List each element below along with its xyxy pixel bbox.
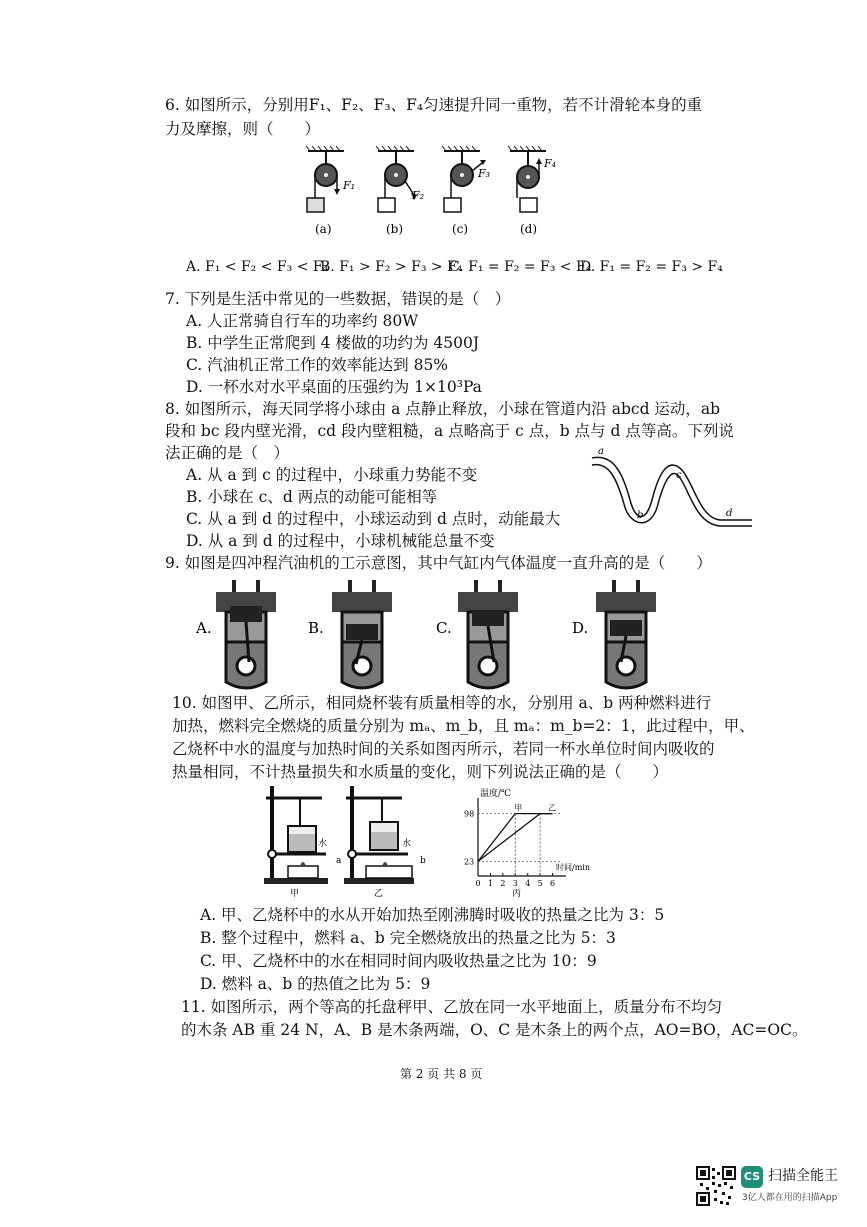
q6-stem-line2: 力及摩擦，则（ ）	[165, 120, 321, 138]
q8-option-b: B. 小球在 c、d 两点的动能可能相等	[186, 488, 438, 506]
q8-option-a: A. 从 a 到 c 的过程中，小球重力势能不变	[186, 466, 478, 484]
fig-label-jia: 甲	[290, 889, 300, 899]
apparatus-label-water-1: 水	[318, 839, 328, 849]
engine-a	[216, 580, 276, 688]
q10-option-a: A. 甲、乙烧杯中的水从开始加热至刚沸腾时吸收的热量之比为 3：5	[200, 906, 665, 924]
scanner-tagline: 3亿人都在用的扫描App	[742, 1193, 838, 1203]
fig-label-b: (b)	[386, 222, 404, 236]
fig-label-a: (a)	[315, 222, 332, 236]
q10-option-c: C. 甲、乙烧杯中的水在相同时间内吸收热量之比为 10：9	[200, 952, 597, 970]
chart-x-tick-label: 4	[525, 879, 531, 888]
q8-stem-line1: 8. 如图所示，海天同学将小球由 a 点静止释放，小球在管道内沿 abcd 运动，ab	[165, 400, 721, 418]
chart-y-tick-label: 23	[464, 857, 475, 867]
q7-option-b: B. 中学生正常爬到 4 楼做的功约为 4500J	[186, 334, 480, 352]
q6-option-a: A. F₁ < F₂ < F₃ < F₄	[186, 259, 329, 275]
fig-label-c: (c)	[452, 222, 469, 236]
engine-b	[332, 580, 392, 688]
chart-x-tick-label: 0	[475, 879, 481, 888]
temperature-time-chart	[0, 786, 867, 896]
q6-option-c: C. F₁ = F₂ = F₃ < F₄	[449, 259, 592, 275]
apparatus-label-b: b	[420, 856, 426, 866]
fig-label-d: (d)	[520, 222, 538, 236]
engine-label-d: D.	[572, 619, 589, 637]
engine-d	[596, 580, 656, 688]
pulley-a	[306, 146, 344, 212]
q10-stem-line3: 乙烧杯中水的温度与加热时间的关系如图丙所示，若同一杯水单位时间内吸收的	[172, 740, 715, 758]
q6-option-b: B. F₁ > F₂ > F₃ > F₄	[320, 259, 463, 275]
q10-stem-line2: 加热，燃料完全燃烧的质量分别为 mₐ、m_b，且 mₐ：m_b=2：1，此过程中，甲、	[172, 717, 755, 735]
chart-series-label: 甲	[514, 803, 523, 813]
point-label-b: b	[637, 510, 644, 521]
q7-option-d: D. 一杯水对水平桌面的压强约为 1×10³Pa	[186, 378, 482, 396]
engine-c	[458, 580, 518, 688]
apparatus-label-a: a	[336, 856, 342, 866]
chart-y-tick-label: 98	[464, 809, 475, 819]
q9-stem: 9. 如图是四冲程汽油机的工示意图，其中气缸内气体温度一直升高的是（ ）	[165, 554, 712, 572]
engine-figures	[0, 572, 867, 692]
force-label-f3: F₃	[478, 167, 491, 180]
chart-x-tick-label: 5	[537, 879, 543, 888]
chart-y-axis-label: 温度/℃	[480, 789, 512, 799]
fig-label-yi: 乙	[374, 889, 384, 899]
q11-stem-line2: 的木条 AB 重 24 N，A、B 是木条两端，O、C 是木条上的两个点，AO=BO，AC=OC。	[181, 1021, 808, 1039]
q8-option-d: D. 从 a 到 d 的过程中，小球机械能总量不变	[186, 532, 495, 550]
force-label-f2: F₂	[412, 189, 425, 202]
pulley-b	[376, 146, 417, 212]
engine-label-a: A.	[196, 619, 212, 637]
point-label-c: c	[676, 470, 682, 481]
chart-x-tick-label: 3	[512, 879, 518, 888]
q8-stem-line3: 法正确的是（ ）	[165, 444, 290, 462]
force-label-f4: F₄	[544, 157, 557, 170]
q8-stem-line2: 段和 bc 段内壁光滑，cd 段内壁粗糙，a 点略高于 c 点，b 点与 d 点等高。下列说	[165, 422, 734, 440]
q10-option-b: B. 整个过程中，燃料 a、b 完全燃烧放出的热量之比为 5：3	[200, 929, 616, 947]
pulley-figures	[0, 143, 867, 273]
q8-option-c: C. 从 a 到 d 的过程中，小球运动到 d 点时，动能最大	[186, 510, 561, 528]
force-label-f1: F₁	[343, 179, 356, 192]
q7-option-c: C. 汽油机正常工作的效率能达到 85%	[186, 356, 449, 374]
apparatus-label-water-2: 水	[402, 839, 412, 849]
chart-x-tick-label: 6	[550, 879, 556, 888]
fig-label-bing: 丙	[512, 889, 522, 899]
chart-x-tick-label: 2	[500, 879, 506, 888]
q6-option-d: D. F₁ = F₂ = F₃ > F₄	[580, 259, 723, 275]
pipe-track-figure	[0, 440, 867, 530]
q7-option-a: A. 人正常骑自行车的功率约 80W	[186, 312, 419, 330]
engine-label-c: C.	[436, 619, 452, 637]
engine-label-b: B.	[308, 619, 324, 637]
q10-stem-line1: 10. 如图甲、乙所示，相同烧杯装有质量相等的水，分别用 a、b 两种燃料进行	[172, 694, 712, 712]
q7-stem: 7. 下列是生活中常见的一些数据，错误的是（ ）	[165, 290, 511, 308]
pulley-d	[508, 146, 546, 212]
q10-stem-line4: 热量相同，不计热量损失和水质量的变化，则下列说法正确的是（ ）	[172, 763, 669, 781]
chart-x-tick-label: 1	[487, 879, 494, 888]
chart-x-axis-label: 时间/min	[556, 863, 590, 872]
scanner-app-name: 扫描全能王	[768, 1168, 838, 1184]
point-label-d: d	[726, 508, 733, 519]
point-label-a: a	[598, 446, 604, 457]
cs-logo-icon: CS	[741, 1166, 763, 1188]
q10-option-d: D. 燃料 a、b 的热值之比为 5：9	[200, 975, 431, 993]
q11-stem-line1: 11. 如图所示，两个等高的托盘秤甲、乙放在同一水平地面上，质量分布不均匀	[181, 998, 723, 1016]
chart-series-label: 乙	[548, 803, 557, 813]
q6-stem-line1: 6. 如图所示，分别用F₁、F₂、F₃、F₄匀速提升同一重物，若不计滑轮本身的重	[165, 96, 703, 114]
qr-code-icon	[696, 1166, 736, 1206]
page-number: 第 2 页 共 8 页	[400, 1067, 483, 1081]
